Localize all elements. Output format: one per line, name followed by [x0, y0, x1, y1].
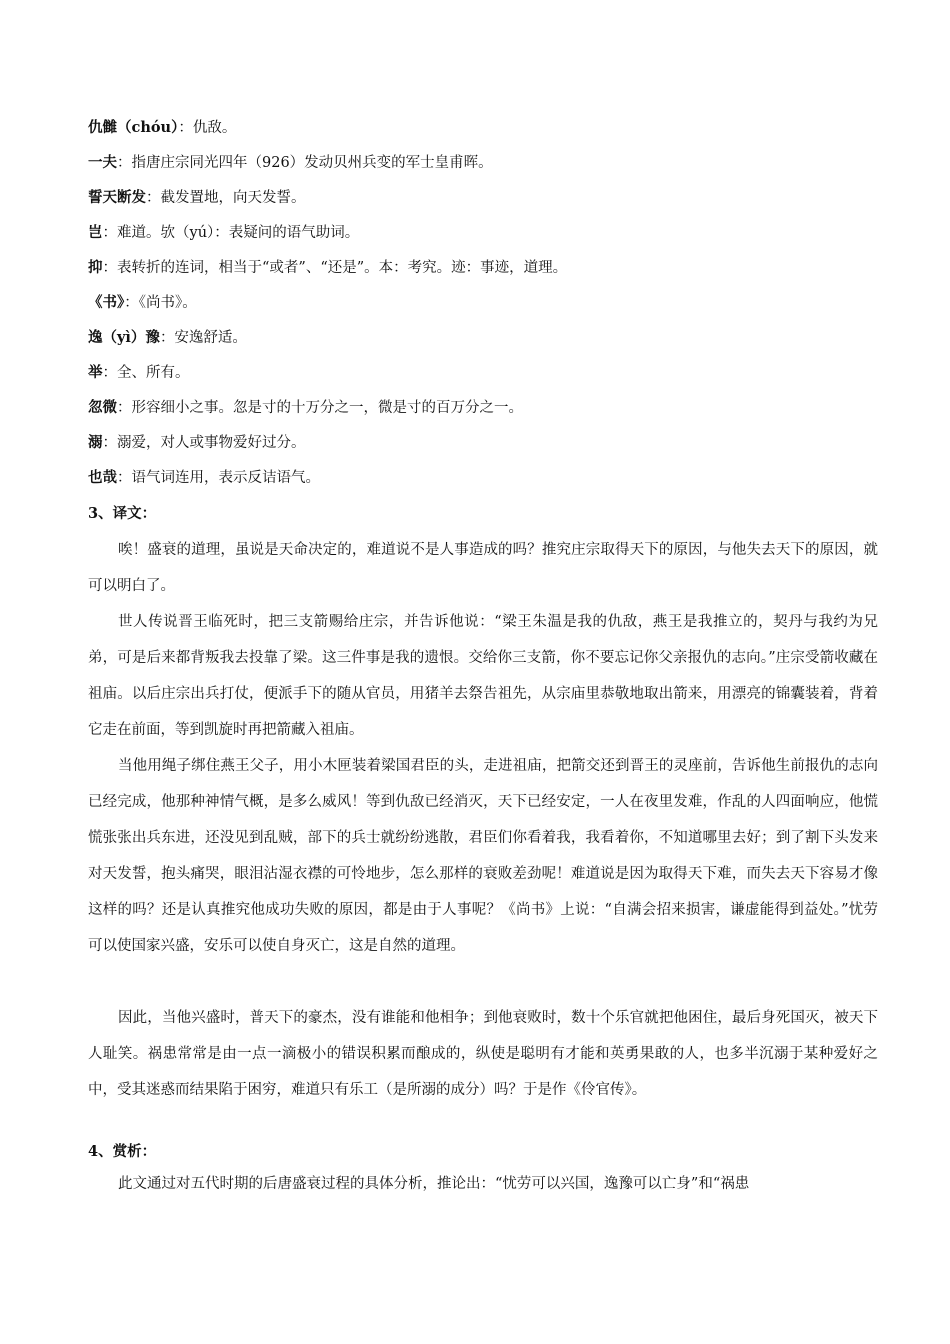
glossary-item	[88, 258, 878, 278]
glossary-definition: ：安逸舒适。	[159, 330, 247, 346]
translation-paragraph: 因此，当他兴盛时，普天下的豪杰，没有谁能和他相争；到他衰败时，数十个乐官就把他困住，最后身死国灭，被天下人耻笑。祸患常常是由一点一滴极小的错误积累而酿成的，纵使是聪明有才能和英勇果敢的人，也多半沉溺于某种爱好之中，受其迷惑而结果陷于困穷，难道只有乐工（是所溺的成分）吗？于是作《伶官传》。	[88, 1010, 878, 1098]
section-heading-translation: 3、译文：	[88, 505, 157, 522]
translation-paragraph: 唉！盛衰的道理，虽说是天命决定的，难道说不是人事造成的吗？推究庄宗取得天下的原因，与他失去天下的原因，就可以明白了。	[88, 542, 878, 594]
glossary-definition: ：表转折的连词，相当于“或者”、“还是”。本：考究。迹：事迹，道理。	[102, 260, 568, 276]
glossary-term: 忽微	[88, 399, 117, 416]
glossary-term: 誓天断发	[88, 189, 146, 206]
glossary-definition: ：难道。欤（yú）：表疑问的语气助词。	[102, 225, 360, 241]
glossary-item	[88, 398, 878, 418]
glossary-item	[88, 468, 878, 488]
glossary-item	[88, 433, 878, 453]
glossary-definition: ：语气词连用，表示反诘语气。	[117, 470, 320, 486]
glossary-item	[88, 328, 878, 348]
glossary-definition: ：溺爱，对人或事物爱好过分。	[102, 435, 306, 451]
glossary-definition: ：《尚书》。	[124, 295, 197, 311]
glossary-term: 溺	[88, 434, 103, 451]
glossary-term: 逸（yì）豫	[88, 329, 160, 346]
glossary-term: 《书》	[88, 294, 125, 311]
appreciation-paragraph: 此文通过对五代时期的后唐盛衰过程的具体分析，推论出：“忧劳可以兴国，逸豫可以亡身”和“祸患	[118, 1176, 750, 1192]
glossary-item	[88, 118, 878, 138]
section-heading-appreciation: 4、赏析：	[88, 1143, 157, 1160]
glossary-term: 一夫	[88, 154, 117, 171]
glossary-definition: ：仇敌。	[178, 120, 237, 136]
glossary-definition: ：形容细小之事。忽是寸的十万分之一，微是寸的百万分之一。	[117, 400, 523, 416]
glossary-item	[88, 153, 878, 173]
glossary-definition: ：指唐庄宗同光四年（926）发动贝州兵变的军士皇甫晖。	[117, 155, 493, 171]
glossary-item	[88, 293, 878, 313]
glossary-term: 仇雠（chóu）	[88, 119, 179, 136]
glossary-term: 抑	[88, 259, 103, 276]
glossary-item	[88, 188, 878, 208]
translation-paragraph: 当他用绳子绑住燕王父子，用小木匣装着梁国君臣的头，走进祖庙，把箭交还到晋王的灵座前，告诉他生前报仇的志向已经完成，他那种神情气概，是多么威风！等到仇敌已经消灭，天下已经安定，一人在夜里发难，作乱的人四面响应，他慌慌张张出兵东进，还没见到乱贼，部下的兵士就纷纷逃散，君臣们你看着我，我看着你，不知道哪里去好；到了割下头发来对天发誓，抱头痛哭，眼泪沾湿衣襟的可怜地步，怎么那样的衰败差劲呢！难道说是因为取得天下难，而失去天下容易才像这样的吗？还是认真推究他成功失败的原因，都是由于人事呢？《尚书》上说：“自满会招来损害，谦虚能得到益处。”忧劳可以使国家兴盛，安乐可以使自身灭亡，这是自然的道理。	[88, 758, 878, 954]
glossary-item	[88, 223, 878, 243]
translation-paragraph: 世人传说晋王临死时，把三支箭赐给庄宗，并告诉他说：“梁王朱温是我的仇敌，燕王是我推立的，契丹与我约为兄弟，可是后来都背叛我去投靠了梁。这三件事是我的遗恨。交给你三支箭，你不要忘记你父亲报仇的志向。”庄宗受箭收藏在祖庙。以后庄宗出兵打仗，便派手下的随从官员，用猪羊去祭告祖先，从宗庙里恭敬地取出箭来，用漂亮的锦囊装着，背着它走在前面，等到凯旋时再把箭藏入祖庙。	[88, 614, 878, 738]
glossary-definition: ：截发置地，向天发誓。	[146, 190, 306, 206]
glossary-term: 举	[88, 364, 103, 381]
glossary-term: 也哉	[88, 469, 117, 486]
glossary-term: 岂	[88, 224, 103, 241]
glossary-definition: ：全、所有。	[102, 365, 190, 381]
glossary-item	[88, 363, 878, 383]
